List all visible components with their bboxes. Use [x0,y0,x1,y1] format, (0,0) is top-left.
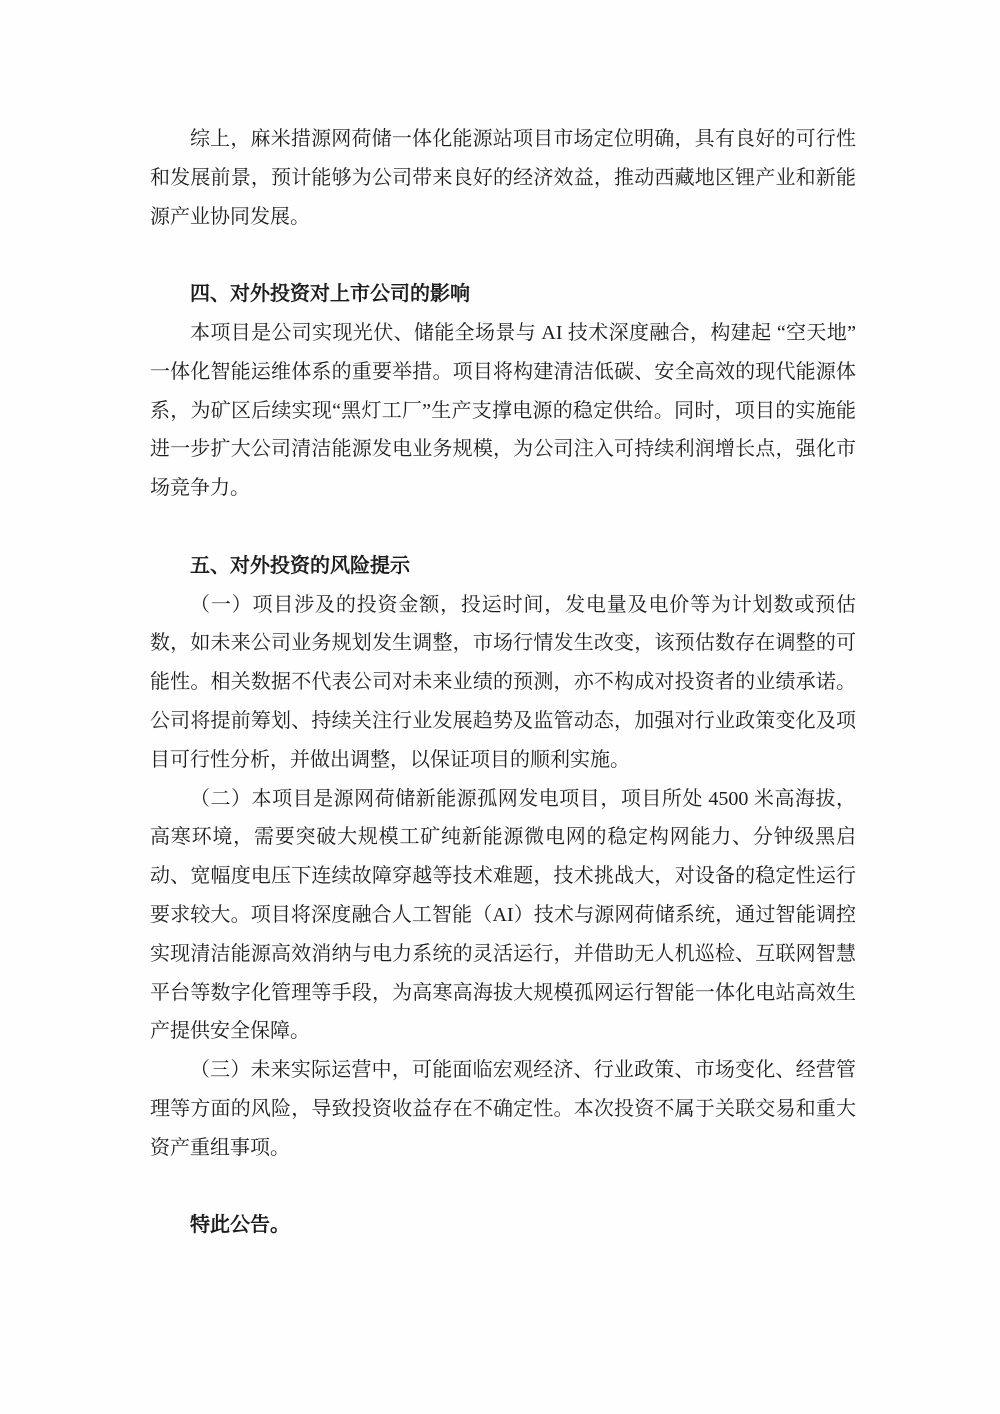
risk-item-1: （一）项目涉及的投资金额，投运时间，发电量及电价等为计划数或预估数，如未来公司业务规划发生调整，市场行情发生改变，该预估数存在调整的可能性。相关数据不代表公司对未来业绩的预测，亦不构成对投资者的业绩承诺。公司将提前筹划、持续关注行业发展趋势及监管动态，加强对行业政策变化及项目可行性分析，并做出调整，以保证项目的顺利实施。 [150,593,856,771]
section-five-heading: 五、对外投资的风险提示 [190,554,410,577]
risk-item-2: （二）本项目是源网荷储新能源孤网发电项目，项目所处 4500 米高海拔，高寒环境，需要突破大规模工矿纯新能源微电网的稳定构网能力、分钟级黑启动、宽幅度电压下连续故障穿越等技术难题，技术挑战大，对设备的稳定性运行要求较大。项目将深度融合人工智能（AI）技术与源网荷储系统，通过智能调控实现清洁能源高效消纳与电力系统的灵活运行，并借助无人机巡检、互联网智慧平台等数字化管理等手段，为高寒高海拔大规模孤网运行智能一体化电站高效生产提供安全保障。 [150,787,856,1043]
closing-statement: 特此公告。 [190,1214,290,1237]
section-four-paragraph: 本项目是公司实现光伏、储能全场景与 AI 技术深度融合，构建起 “空天地” 一体化智能运维体系的重要举措。项目将构建清洁低碳、安全高效的现代能源体系，为矿区后续实现“黑灯工厂”生产支撑电源的稳定供给。同时，项目的实施能进一步扩大公司清洁能源发电业务规模，为公司注入可持续利润增长点，强化市场竞争力。 [150,321,856,500]
document-body [150,120,856,1245]
section-four-heading: 四、对外投资对上市公司的影响 [190,283,470,306]
risk-item-3: （三）未来实际运营中，可能面临宏观经济、行业政策、市场变化、经营管理等方面的风险，导致投资收益存在不确定性。本次投资不属于关联交易和重大资产重组事项。 [150,1059,856,1159]
summary-paragraph: 综上，麻米措源网荷储一体化能源站项目市场定位明确，具有良好的可行性和发展前景，预计能够为公司带来良好的经济效益，推动西藏地区锂产业和新能源产业协同发展。 [150,128,856,228]
